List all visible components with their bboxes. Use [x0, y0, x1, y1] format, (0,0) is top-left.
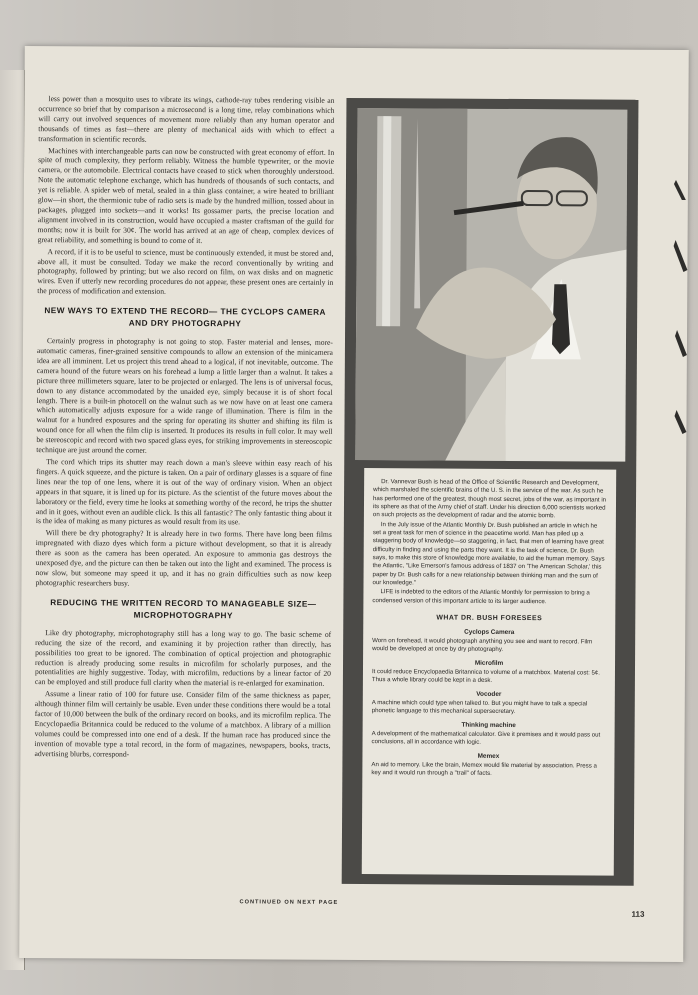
article-paragraph: A record, if it is to be useful to science, must be continuously extended, it must be stored and, above all, it must be consulted. Today we make the record conventionally by writing and photography, followed by printing; but we also record on film, on wax disks and on magnetic wires. Even if utterly new recording procedures do not appear, these present ones are certainly in the process of modification and extension. — [37, 246, 334, 297]
intro-text — [37, 94, 334, 298]
caption-paragraph: LIFE is indebted to the editors of the Atlantic Monthly for permission to bring a condensed version of this important article to its larger audience. — [372, 588, 590, 605]
foresees-item-title: Cyclops Camera — [464, 628, 515, 636]
foresees-item-title: Vocoder — [476, 690, 502, 698]
portrait-photo — [355, 108, 627, 462]
foresees-item-text: It could reduce Encyclopaedia Britannica to volume of a matchbox. Material cost: 5¢. Thus a whole library could be kept in a desk. — [371, 667, 600, 685]
foresees-item-text: A development of the mathematical calculator. Give it premises and it would pass out conclusions, all in accordance with logic. — [371, 730, 601, 747]
foresees-title: WHAT DR. BUSH FORESEES — [436, 614, 543, 623]
page-number: 113 — [631, 909, 645, 919]
photo-caption-panel — [342, 98, 639, 886]
article-paragraph: Assume a linear ratio of 100 for future use. Consider film of the same thickness as paper, although thinner film will certainly be usable. Even under these conditions there would be a total factor of 10,000 between the bulk of the ordinary record on books, and its microfilm replica. The Encyclopaedia Britannica could be reduced to the volume of a matchbox. A library of a million volumes could be compressed into one end of a desk. If the human race has produced since the invention of movable type a total record, in the form of magazines, newspapers, books, tracts, advertising blurbs, correspond- — [34, 689, 331, 759]
caption-paragraphs — [372, 478, 607, 607]
foresees-item-text: An aid to memory. Like the brain, Memex would file material by association. Press a key and it would run through a "trail" of facts. — [371, 761, 597, 778]
foresees-item-text: Worn on forehead, it would photograph anything you see and want to record. Film would be developed at once by dry photography. — [372, 636, 593, 654]
article-paragraph: Certainly progress in photography is not going to stop. Faster material and lenses, more-automatic cameras, finer-grained sensitive compounds to allow an extension of the minicamera idea are all imminent. Let us project this trend ahead to a logical, if not inevitable, outcome. The camera hound of the future wears on his forehead a lump a little larger than a walnut. It takes a picture three millimeters square, later to be projected or enlarged. The lens is of universal focus, down to any distance accommodated by the unaided eye, simply because it is of short focal length. There is a built-in photocell on the walnut such as we now have on at least one camera which automatically adjusts exposure for a wide range of illumination. There is film in the walnut for a hundred exposures and the spring for operating its shutter and shifting its film is wound once for all when the film clip is inserted. It produces its results in full color. It may well be stereoscopic and record with two spaced glass eyes, for striking improvements in stereoscopic technique are just around the corner. — [36, 336, 334, 455]
adjacent-page-stripes — [672, 180, 694, 440]
heading-cyclops-camera: NEW WAYS TO EXTEND THE RECORD— THE CYCLOPS CAMERA AND DRY PHOTOGRAPHY — [44, 306, 326, 329]
section-microphotography-text — [34, 628, 331, 761]
article-paragraph: Like dry photography, microphotography still has a long way to go. The basic scheme of reducing the size of the record, and examining it by projection rather than directly, has possibilities too great to be ignored. The combination of optical projection and photographic reduction is already producing some results in microfilm for scholarly purposes, and the potentialities are highly suggestive. Today, with microfilm, reductions by a linear factor of 20 can be employed and still produce full clarity when the material is re-enlarged for examination. — [34, 627, 332, 689]
article-paragraph: less power than a mosquito uses to vibrate its wings, cathode-ray tubes rendering visible an occurrence so brief that by comparison a microsecond is a long time, relay combinations which will carry out involved sequences of movement more reliably than any human operator and thousands of times as fast—there are plenty of mechanical aids with which to effect a transformation in scientific records. — [38, 94, 335, 144]
foresees-item-title: Thinking machine — [461, 721, 516, 729]
foresees-item-title: Microfilm — [474, 659, 504, 667]
continued-note: CONTINUED ON NEXT PAGE — [239, 899, 339, 906]
magazine-page — [19, 46, 689, 962]
heading-microphotography: REDUCING THE WRITTEN RECORD TO MANAGEABLE SIZE—MICROPHOTOGRAPHY — [50, 597, 317, 621]
article-paragraph: Machines with interchangeable parts can now be constructed with great economy of effort. In spite of much complexity, they perform reliably. Witness the humble typewriter, or the movie camera, or the automobile. Electrical contacts have ceased to stick when thoroughly understood. Note the automatic telephone exchange, which has hundreds of thousands of such contacts, and yet is reliable. A spider web of metal, sealed in a thin glass container, a wire heated to brilliant glow—in short, the thermionic tube of radio sets is made by the hundred million, tossed about in packages, plugged into sockets—and it works! Its gossamer parts, the precise location and alignment involved in its construction, would have occupied a master craftsman of the guild for months; now it is built for 30¢. The world has arrived at an age of cheap, complex devices of great reliability, and something is bound to come of it. — [37, 145, 335, 245]
article-paragraph: The cord which trips its shutter may reach down a man's sleeve within easy reach of his fingers. A quick squeeze, and the picture is taken. On a pair of ordinary glasses is a square of fine lines near the top of one lens, where it is out of the way of ordinary vision. When an object appears in that square, it is lined up for its picture. As the scientist of the future moves about the laboratory or the field, every time he looks at something worthy of the record, he trips the shutter and in it goes, without even an audible click. Is this all fantastic? The only fantastic thing about it is the idea of making as many pictures as would result from its use. — [35, 457, 333, 527]
foresees-item-title: Memex — [477, 752, 500, 760]
foresees-list — [371, 628, 606, 780]
section-cyclops-text — [35, 336, 333, 589]
article-column — [33, 94, 334, 946]
caption-paragraph: Dr. Vannevar Bush is head of the Office of Scientific Research and Development, which marshaled the scientific brains of the U. S. in the service of the war. As such he has performed one of the greatest, though most secret, jobs of the war, as important in its sphere as that of the Army chief of staff. Under his direction 6,000 scientists worked on such projects as the development of radar and the atomic bomb. — [372, 478, 607, 520]
caption-paragraph: In the July issue of the Atlantic Monthly Dr. Bush published an article in which he set a great task for men of science in the peacetime world. Man has piled up a staggering body of knowledge—so staggering, in fact, that men of learning have great difficulty in finding and using the parts they want. It is the task of science, Dr. Bush says, to make this store of knowledge more available, to aid the human memory. Says the Atlantic, "Like Emerson's famous address of 1837 on 'The American Scholar,' this paper by Dr. Bush calls for a new relationship between thinking man and the sum of our knowledge." — [372, 520, 605, 587]
article-paragraph: Will there be dry photography? It is already here in two forms. There have long been films impregnated with diazo dyes which form a picture without development, so that it is already there as soon as the camera has been operated. An exposure to ammonia gas destroys the unexposed dye, and the picture can then be taken out into the light and examined. The process is now slow, but someone may speed it up, and it has no grain difficulties such as now keep photographic researchers busy. — [35, 528, 332, 588]
photo-caption-box — [362, 468, 616, 876]
foresees-item-text: A machine which could type when talked to. But you might have to talk a special phonetic language to this mechanical supersecretary. — [371, 699, 588, 716]
vannevar-bush-photo-illustration — [355, 108, 627, 462]
